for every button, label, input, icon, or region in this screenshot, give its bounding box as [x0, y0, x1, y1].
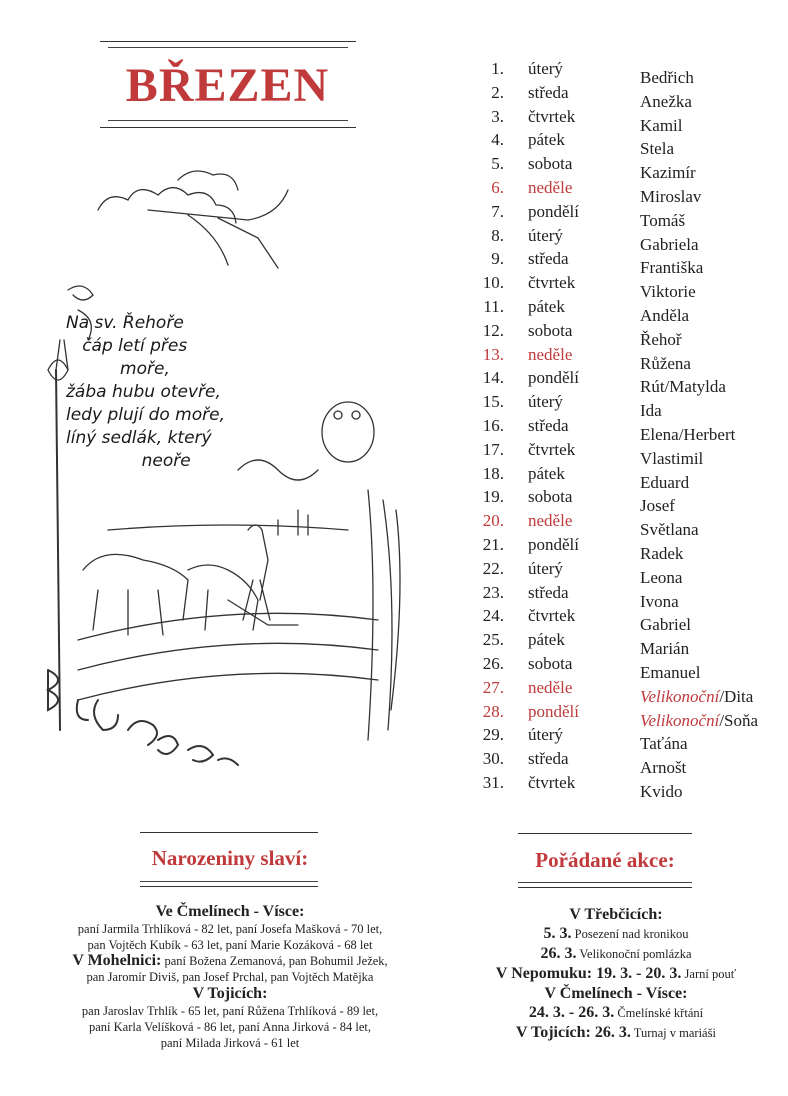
calendar-weekday: neděle — [528, 511, 573, 530]
calendar-day-number: 14. — [482, 368, 504, 387]
calendar-weekday: úterý — [528, 392, 563, 411]
calendar-weekday: středa — [528, 749, 569, 768]
calendar-name-day: Viktorie — [640, 282, 696, 301]
calendar-weekday: čtvrtek — [528, 773, 576, 792]
place-heading: V Třebčicích: — [569, 906, 663, 923]
holiday-label: Velikonoční — [640, 687, 720, 706]
calendar-day-number: 13. — [482, 345, 504, 364]
birthday-line: paní Jarmila Trhlíková - 82 let, paní Josefa Mašková - 70 let, — [77, 922, 383, 936]
calendar-weekday: sobota — [528, 321, 573, 340]
calendar-name-day: Miroslav — [640, 187, 702, 206]
calendar-day-number: 22. — [482, 559, 504, 578]
place-heading: V Nepomuku: 19. 3. - 20. 3. — [495, 965, 682, 982]
calendar-day-number: 21. — [482, 535, 504, 554]
name-day-text: /Dita — [719, 687, 754, 706]
calendar-day-number: 9. — [491, 249, 504, 268]
events-heading: Pořádané akce: — [535, 848, 675, 872]
calendar-weekday: středa — [528, 416, 569, 435]
birthdays-rule-bottom-2 — [140, 886, 318, 887]
calendar-weekday: pondělí — [528, 202, 579, 221]
place-heading: V Mohelnici: — [72, 952, 162, 969]
calendar-weekday: sobota — [528, 487, 573, 506]
calendar-day-number: 19. — [482, 487, 504, 506]
birthdays-rule-bottom — [140, 881, 318, 882]
calendar-day-number: 30. — [482, 749, 504, 768]
calendar-day-number: 2. — [491, 83, 504, 102]
event-line — [456, 924, 776, 944]
calendar-name-day: Marián — [640, 639, 690, 658]
event-name: Čmelínské křtání — [614, 1006, 704, 1020]
calendar-day-number: 6. — [491, 178, 504, 197]
calendar-name-day: Arnošt — [640, 758, 687, 777]
events-rule-bottom-2 — [518, 887, 692, 888]
calendar-day-number: 31. — [482, 773, 504, 792]
calendar-name-day: Ivona — [640, 592, 679, 611]
event-name: Velikonoční pomlázka — [576, 947, 692, 961]
calendar-name-day: Eduard — [640, 473, 690, 492]
events-rule-top — [518, 833, 692, 834]
calendar-day-number: 17. — [482, 440, 504, 459]
calendar-name-day: Gabriela — [640, 235, 699, 254]
verse-line: Na sv. Řehoře — [66, 313, 184, 333]
calendar-name-day: Radek — [640, 544, 684, 563]
calendar-day-number: 29. — [482, 725, 504, 744]
calendar-weekday: středa — [528, 249, 569, 268]
calendar-day-number: 8. — [491, 226, 504, 245]
calendar-name-day: Františka — [640, 258, 704, 277]
calendar-name-day: Taťána — [640, 734, 688, 753]
calendar-day-number: 27. — [482, 678, 504, 697]
verse-line: líný sedlák, který — [66, 428, 212, 448]
calendar-name-day: Kvido — [640, 782, 683, 801]
calendar-name-day: Bedřich — [640, 68, 694, 87]
calendar-name-day — [640, 711, 758, 731]
calendar-day-number: 28. — [482, 702, 504, 721]
calendar-name-day: Leona — [640, 568, 683, 587]
calendar-weekday: pátek — [528, 630, 565, 649]
calendar-name-day: Anděla — [640, 306, 690, 325]
birthday-line: pan Vojtěch Kubík - 63 let, paní Marie Kozáková - 68 let — [87, 938, 373, 952]
calendar-day-number: 26. — [482, 654, 504, 673]
calendar-name-day: Anežka — [640, 92, 692, 111]
calendar-weekday: neděle — [528, 178, 573, 197]
calendar-name-day: Gabriel — [640, 615, 691, 634]
calendar-day-number: 24. — [482, 606, 504, 625]
calendar-day-number: 10. — [482, 273, 504, 292]
event-name: Turnaj v mariáši — [630, 1026, 716, 1040]
calendar-weekday: neděle — [528, 678, 573, 697]
calendar-name-day: Josef — [640, 496, 675, 515]
title-rule-top — [100, 41, 356, 42]
calendar-day-number: 5. — [491, 154, 504, 173]
calendar-weekday: čtvrtek — [528, 107, 576, 126]
title-rule-bottom-2 — [100, 127, 356, 128]
calendar-name-day: Řehoř — [640, 330, 682, 349]
holiday-label: Velikonoční — [640, 711, 720, 730]
event-line — [456, 964, 776, 984]
calendar-name-day — [640, 687, 753, 707]
birthday-line — [20, 953, 440, 969]
calendar-name-day: Kazimír — [640, 163, 696, 182]
birthdays-heading: Narozeniny slaví: — [151, 846, 309, 870]
calendar-name-day: Kamil — [640, 116, 683, 135]
events-block — [456, 905, 776, 1043]
birthday-line: pan Jaroslav Trhlík - 65 let, paní Růžena Trhlíková - 89 let, — [81, 1004, 379, 1018]
calendar-name-day: Tomáš — [640, 211, 686, 230]
birthday-line: paní Milada Jirková - 61 let — [160, 1036, 300, 1050]
calendar-day-number: 20. — [482, 511, 504, 530]
calendar-weekday: čtvrtek — [528, 606, 576, 625]
verse — [66, 312, 225, 473]
calendar-weekday: úterý — [528, 59, 563, 78]
name-day-text: /Soňa — [719, 711, 759, 730]
calendar-day-number: 25. — [482, 630, 504, 649]
calendar-name-day: Ida — [640, 401, 662, 420]
calendar-name-day: Rút/Matylda — [640, 377, 726, 396]
calendar-name-day: Světlana — [640, 520, 699, 539]
birthday-line: paní Karla Velíšková - 86 let, paní Anna Jirková - 84 let, — [89, 1020, 371, 1034]
verse-line: ledy plují do moře, — [66, 405, 225, 425]
verse-line: moře, — [66, 359, 170, 379]
verse-line: čáp letí přes — [66, 336, 188, 356]
calendar-weekday: neděle — [528, 345, 573, 364]
calendar-name-day: Vlastimil — [640, 449, 704, 468]
calendar-weekday: sobota — [528, 654, 573, 673]
calendar-weekday: úterý — [528, 725, 563, 744]
event-line — [456, 944, 776, 964]
birthday-text: paní Božena Zemanová, pan Bohumil Ježek, — [161, 954, 388, 968]
event-line — [456, 1003, 776, 1023]
calendar-weekday: středa — [528, 83, 569, 102]
place-heading: V Tojicích: 26. 3. — [516, 1024, 631, 1041]
calendar-day-number: 11. — [483, 297, 504, 316]
calendar-weekday: pátek — [528, 130, 565, 149]
events-rule-bottom — [518, 882, 692, 883]
verse-line: neoře — [66, 451, 191, 471]
title-rule-bottom — [108, 120, 348, 121]
calendar-day-number: 12. — [482, 321, 504, 340]
calendar-day-number: 4. — [491, 130, 504, 149]
calendar-day-number: 3. — [491, 107, 504, 126]
calendar-weekday: pondělí — [528, 702, 579, 721]
calendar-day-number: 7. — [491, 202, 504, 221]
calendar-day-number: 15. — [482, 392, 504, 411]
calendar-name-day: Stela — [640, 139, 674, 158]
birthdays-block — [20, 903, 440, 1051]
calendar-day-number: 23. — [482, 583, 504, 602]
calendar-weekday: pátek — [528, 297, 565, 316]
calendar-weekday: čtvrtek — [528, 440, 576, 459]
event-date: 26. 3. — [540, 945, 577, 962]
title-rule-top-2 — [108, 47, 348, 48]
place-heading: Ve Čmelínech - Vísce: — [155, 903, 305, 920]
event-name: Jarní pouť — [681, 967, 737, 981]
birthdays-rule-top — [140, 832, 318, 833]
event-line — [456, 1023, 776, 1043]
calendar-name-day: Emanuel — [640, 663, 701, 682]
calendar-weekday: úterý — [528, 226, 563, 245]
calendar-name-day: Elena/Herbert — [640, 425, 736, 444]
calendar-name-day: Růžena — [640, 354, 691, 373]
march-illustration — [38, 170, 418, 810]
calendar-day-number: 18. — [482, 464, 504, 483]
calendar-weekday: středa — [528, 583, 569, 602]
calendar-weekday: čtvrtek — [528, 273, 576, 292]
calendar-weekday: pondělí — [528, 368, 579, 387]
calendar-weekday: pondělí — [528, 535, 579, 554]
place-heading: V Tojicích: — [192, 985, 268, 1002]
event-name: Posezení nad kronikou — [571, 927, 689, 941]
page-title: BŘEZEN — [125, 59, 330, 112]
calendar-day-number: 1. — [491, 59, 504, 78]
birthday-line: pan Jaromír Diviš, pan Josef Prchal, pan Vojtěch Matějka — [86, 970, 374, 984]
verse-line: žába hubu otevře, — [66, 382, 221, 402]
calendar-weekday: úterý — [528, 559, 563, 578]
event-date: 5. 3. — [543, 925, 572, 942]
place-heading: V Čmelínech - Vísce: — [544, 985, 688, 1002]
calendar-day-number: 16. — [482, 416, 504, 435]
event-date: 24. 3. - 26. 3. — [528, 1004, 615, 1021]
calendar-weekday: sobota — [528, 154, 573, 173]
calendar-weekday: pátek — [528, 464, 565, 483]
